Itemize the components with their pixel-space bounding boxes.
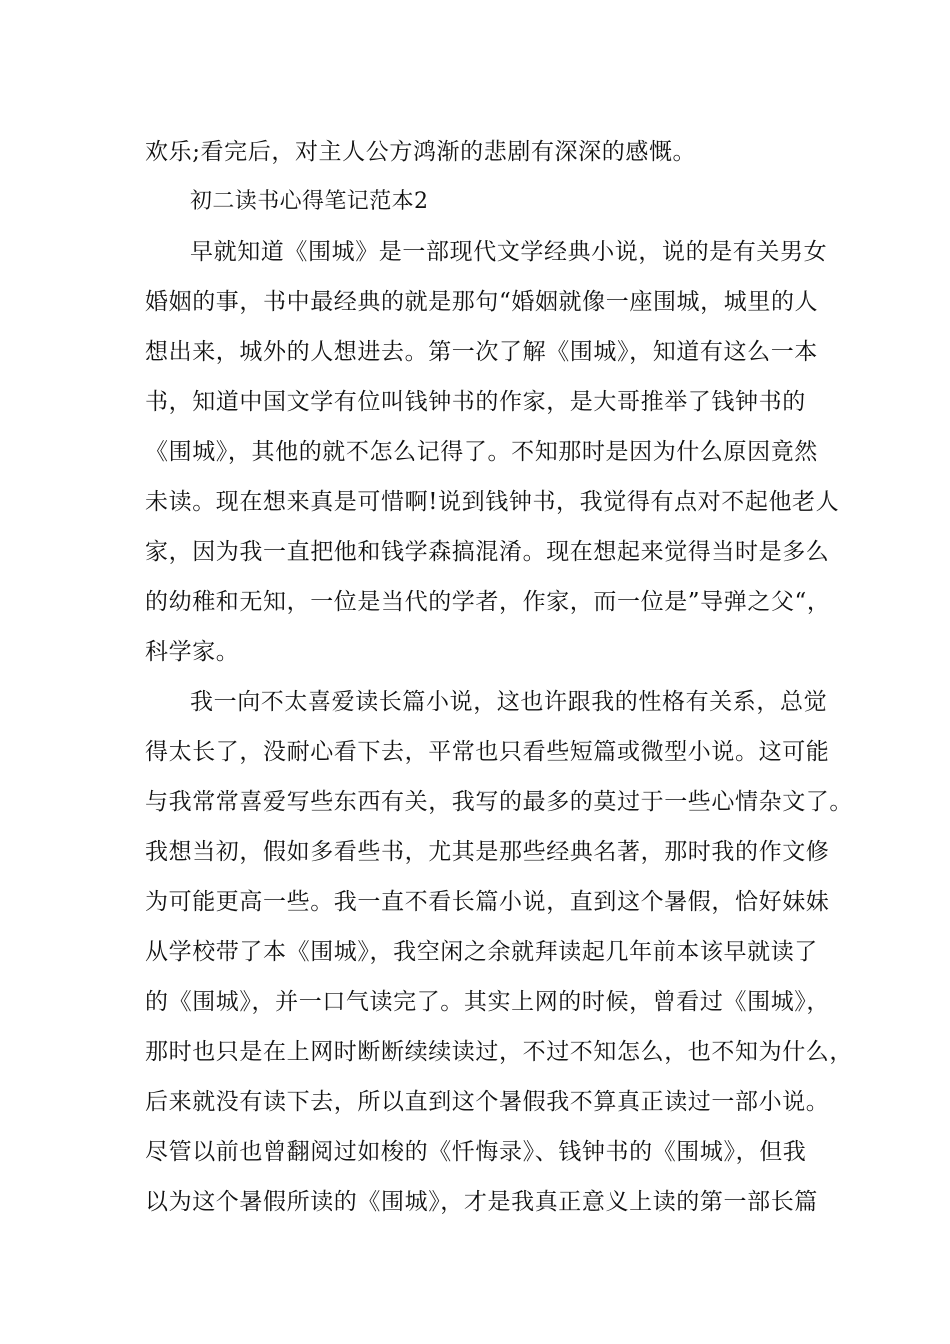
text-line: 以为这个暑假所读的《围城》，才是我真正意义上读的第一部长篇 [145,1189,818,1215]
text-line: 科学家。 [145,639,240,665]
text-line: 后来就没有读下去，所以直到这个暑假我不算真正读过一部小说。 [145,1089,830,1115]
text-line: 与我常常喜爱写些东西有关，我写的最多的莫过于一些心情杂文了。 [145,789,853,815]
text-line: 的《围城》，并一口气读完了。其实上网的时候，曾看过《围城》， [145,989,830,1015]
text-line: 书，知道中国文学有位叫钱钟书的作家，是大哥推举了钱钟书的 [145,389,806,415]
text-line: 从学校带了本《围城》，我空闲之余就拜读起几年前本该早就读了 [145,939,818,965]
text-line: 为可能更高一些。我一直不看长篇小说，直到这个暑假，恰好妹妹 [145,889,830,915]
text-line: 早就知道《围城》是一部现代文学经典小说，说的是有关男女 [190,239,828,265]
text-line: 我想当初，假如多看些书，尤其是那些经典名著，那时我的作文修 [145,839,830,865]
text-line: 家，因为我一直把他和钱学森搞混淆。现在想起来觉得当时是多么 [145,539,830,565]
text-line: 想出来，城外的人想进去。第一次了解《围城》，知道有这么一本 [145,339,818,365]
text-line: 那时也只是在上网时断断续续读过，不过不知怎么，也不知为什么， [145,1039,853,1065]
text-line: 尽管以前也曾翻阅过如梭的《忏悔录》、钱钟书的《围城》，但我 [145,1139,807,1165]
text-line: 《围城》，其他的就不怎么记得了。不知那时是因为什么原因竟然 [145,439,818,465]
text-line: 婚姻的事，书中最经典的就是那句“婚姻就像一座围城，城里的人 [145,289,819,315]
text-line: 我一向不太喜爱读长篇小说，这也许跟我的性格有关系，总觉 [190,689,828,715]
text-line: 欢乐;看完后，对主人公方鸿渐的悲剧有深深的感慨。 [145,139,697,165]
section-heading: 初二读书心得笔记范本2 [190,189,429,214]
text-line: 得太长了，没耐心看下去，平常也只看些短篇或微型小说。这可能 [145,739,830,765]
text-line: 的幼稚和无知，一位是当代的学者，作家，而一位是”导弹之父“， [145,589,831,615]
text-line: 未读。现在想来真是可惜啊!说到钱钟书，我觉得有点对不起他老人 [145,489,840,515]
